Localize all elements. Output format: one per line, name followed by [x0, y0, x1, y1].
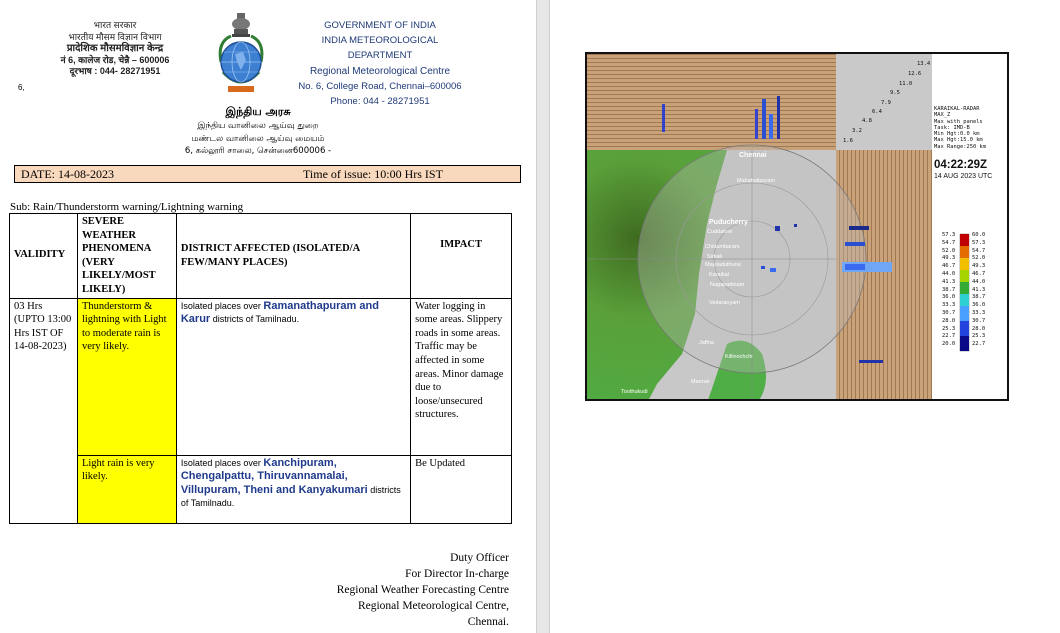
- issue-date: DATE: 14-08-2023: [21, 167, 114, 181]
- height-tick: 4.8: [862, 118, 872, 124]
- radar-time: 04:22:29Z: [934, 159, 988, 171]
- scale-label-right: 46.7: [972, 271, 986, 277]
- signature-line-3: Regional Weather Forecasting Centre: [336, 584, 509, 596]
- tamil-letterhead: [150, 104, 366, 158]
- validity-cell: 03 Hrs (UPTO 13:00 Hrs IST OF 14-08-2023): [10, 298, 78, 523]
- table-row: [10, 298, 512, 455]
- scale-label-right: 38.7: [972, 294, 986, 301]
- place-label: Mahabalipuram: [737, 178, 775, 184]
- district-prefix: Isolated places over: [180, 300, 264, 311]
- place-label: Killinochchi: [725, 354, 753, 360]
- hindi-line-4: नं 6, कालेज रोड, चेन्नै – 600006: [60, 54, 170, 65]
- radar-info-line: KARAIKAL-RADAR: [934, 106, 980, 112]
- scale-label-left: 25.3: [942, 325, 956, 332]
- radar-info-line: Max with panels: [934, 118, 983, 125]
- place-label: Karaikal: [709, 272, 729, 278]
- table-row: [10, 455, 512, 523]
- scale-label-right: 36.0: [972, 302, 986, 309]
- scale-label-left: 28.0: [942, 317, 956, 324]
- signature-line-4: Regional Meteorological Centre,: [357, 600, 509, 612]
- english-line-5: Phone: 044 - 28271951: [330, 96, 430, 107]
- date-bar: [14, 165, 521, 183]
- scale-label-right: 44.0: [972, 278, 986, 285]
- place-label: Vedaranyam: [709, 300, 740, 306]
- imd-emblem-icon: [213, 12, 269, 97]
- height-tick: 3.2: [852, 128, 862, 134]
- stray-text: 6,: [18, 83, 25, 92]
- impact-cell: Water logging in some areas. Slippery roads in some areas. Traffic may be affected in some areas. Minor damage due to loose/unsecured structures.: [411, 298, 512, 455]
- scale-label-right: 52.0: [972, 255, 986, 262]
- scale-label-right: 57.3: [972, 239, 986, 246]
- scale-label-left: 30.7: [942, 310, 956, 316]
- district-places: Ramanathapuram and Karur: [180, 299, 379, 326]
- place-label: Cuddalore: [707, 229, 733, 235]
- radar-info-line: Task: IMD-B: [934, 124, 970, 131]
- scale-label-right: 54.7: [972, 247, 986, 254]
- tamil-line-4: 6, கல்லூரி சாலை, சென்னை600006 -: [184, 146, 332, 156]
- place-label: Toothukudi: [621, 389, 648, 395]
- scale-label-right: 28.0: [972, 325, 986, 332]
- scale-label-left: 36.0: [942, 294, 956, 301]
- district-cell: [176, 455, 410, 523]
- height-tick: 9.5: [890, 90, 900, 96]
- english-line-2: INDIA METEOROLOGICAL DEPARTMENT: [321, 35, 439, 61]
- place-label: Mannar: [691, 379, 710, 385]
- phenomena-cell: Thunderstorm & lightning with Light to moderate rain is very likely.: [77, 298, 176, 455]
- scale-label-right: 41.3: [972, 286, 986, 293]
- height-tick: 11.0: [899, 81, 913, 87]
- height-tick: 1.6: [843, 138, 853, 144]
- district-cell: [176, 298, 410, 455]
- district-suffix: districts of Tamilnadu.: [210, 314, 300, 325]
- phenomena-cell: Light rain is very likely.: [77, 455, 176, 523]
- header-phenomena: SEVERE WEATHER PHENOMENA (VERY LIKELY/MOST LIKELY): [77, 214, 176, 299]
- hindi-letterhead: [40, 20, 190, 78]
- scale-label-right: 22.7: [972, 341, 986, 348]
- impact-cell: Be Updated: [411, 455, 512, 523]
- district-prefix: Isolated places over: [180, 457, 264, 468]
- scale-label-left: 49.3: [942, 255, 956, 262]
- scale-label-left: 44.0: [942, 271, 956, 277]
- hindi-line-2: भारतीय मौसम विज्ञान विभाग: [68, 31, 162, 42]
- scale-label-right: 25.3: [972, 333, 986, 340]
- issue-time: Time of issue: 10:00 Hrs IST: [303, 167, 443, 181]
- place-label: Puducherry: [709, 219, 748, 226]
- scale-label-left: 38.7: [942, 286, 956, 293]
- scale-label-left: 20.0: [942, 341, 956, 348]
- place-label: Chidambaram: [705, 244, 740, 250]
- hindi-line-5: दूरभाष : 044- 28271951: [69, 66, 161, 76]
- english-line-1: GOVERNMENT OF INDIA: [324, 20, 436, 31]
- scale-label-right: 30.7: [972, 317, 986, 324]
- place-label: Nagapattinam: [710, 282, 745, 288]
- district-places: Kanchipuram, Chengalpattu, Thiruvannamalai, Villupuram, Theni and Kanyakumari: [180, 456, 368, 496]
- height-tick: 13.4: [917, 61, 931, 67]
- scale-label-left: 54.7: [942, 239, 956, 246]
- height-tick: 6.4: [872, 109, 882, 115]
- radar-info-line: Min Hgt:0.0 km: [934, 131, 980, 138]
- signature-line-1: Duty Officer: [450, 552, 509, 564]
- radar-info-line: MAX_Z: [934, 112, 951, 119]
- district-suffix: districts of Tamilnadu.: [180, 484, 401, 509]
- scale-label-left: 52.0: [942, 247, 956, 254]
- signature-line-5: Chennai.: [467, 616, 509, 628]
- height-tick: 7.9: [881, 100, 891, 106]
- tamil-line-1: இந்திய அரசு: [225, 105, 291, 118]
- header-validity: VALIDITY: [10, 214, 78, 299]
- signature-line-2: For Director In-charge: [405, 568, 509, 580]
- scale-label-right: 33.3: [972, 310, 986, 316]
- header-impact: IMPACT: [411, 214, 512, 299]
- radar-date: 14 AUG 2023 UTC: [934, 173, 993, 180]
- signature-block: [290, 550, 509, 630]
- tamil-line-2: இந்திய வானிலை ஆய்வு துறை: [197, 121, 319, 131]
- subject-line: Sub: Rain/Thunderstorm warning/Lightning warning: [10, 201, 244, 213]
- table-header-row: [10, 214, 512, 299]
- english-line-3: Regional Meteorological Centre: [309, 66, 451, 77]
- tamil-line-3: மண்டல வானிலை ஆய்வு மையம்: [191, 133, 325, 144]
- scale-label-right: 60.0: [972, 232, 986, 238]
- place-label: Jaffna: [699, 340, 714, 346]
- scale-label-left: 33.3: [942, 302, 956, 309]
- radar-info-line: Max Range:250 km: [934, 143, 986, 150]
- hindi-line-3: प्रादेशिक मौसमविज्ञान केन्द्र: [66, 43, 164, 54]
- scale-label-left: 46.7: [942, 263, 956, 270]
- radar-info: [934, 106, 1007, 150]
- radar-image: [585, 52, 1009, 401]
- english-line-4: No. 6, College Road, Chennai–600006: [298, 81, 462, 92]
- place-label: Chennai: [739, 152, 767, 159]
- place-label: Sirkali: [707, 254, 722, 260]
- warning-table: [9, 213, 512, 524]
- scale-label-left: 57.3: [942, 232, 956, 238]
- place-label: Mayiladuthurai: [705, 262, 741, 268]
- radar-info-line: Max Hgt:15.0 km: [934, 137, 983, 144]
- height-tick: 12.6: [908, 71, 922, 77]
- english-letterhead: [290, 18, 470, 109]
- scale-label-right: 49.3: [972, 263, 986, 270]
- scale-label-left: 41.3: [942, 278, 956, 285]
- header-district: DISTRICT AFFECTED (ISOLATED/A FEW/MANY PLACES): [176, 214, 410, 299]
- hindi-line-1: भारत सरकार: [93, 20, 137, 30]
- page-divider: [536, 0, 550, 633]
- scale-label-left: 22.7: [942, 333, 956, 340]
